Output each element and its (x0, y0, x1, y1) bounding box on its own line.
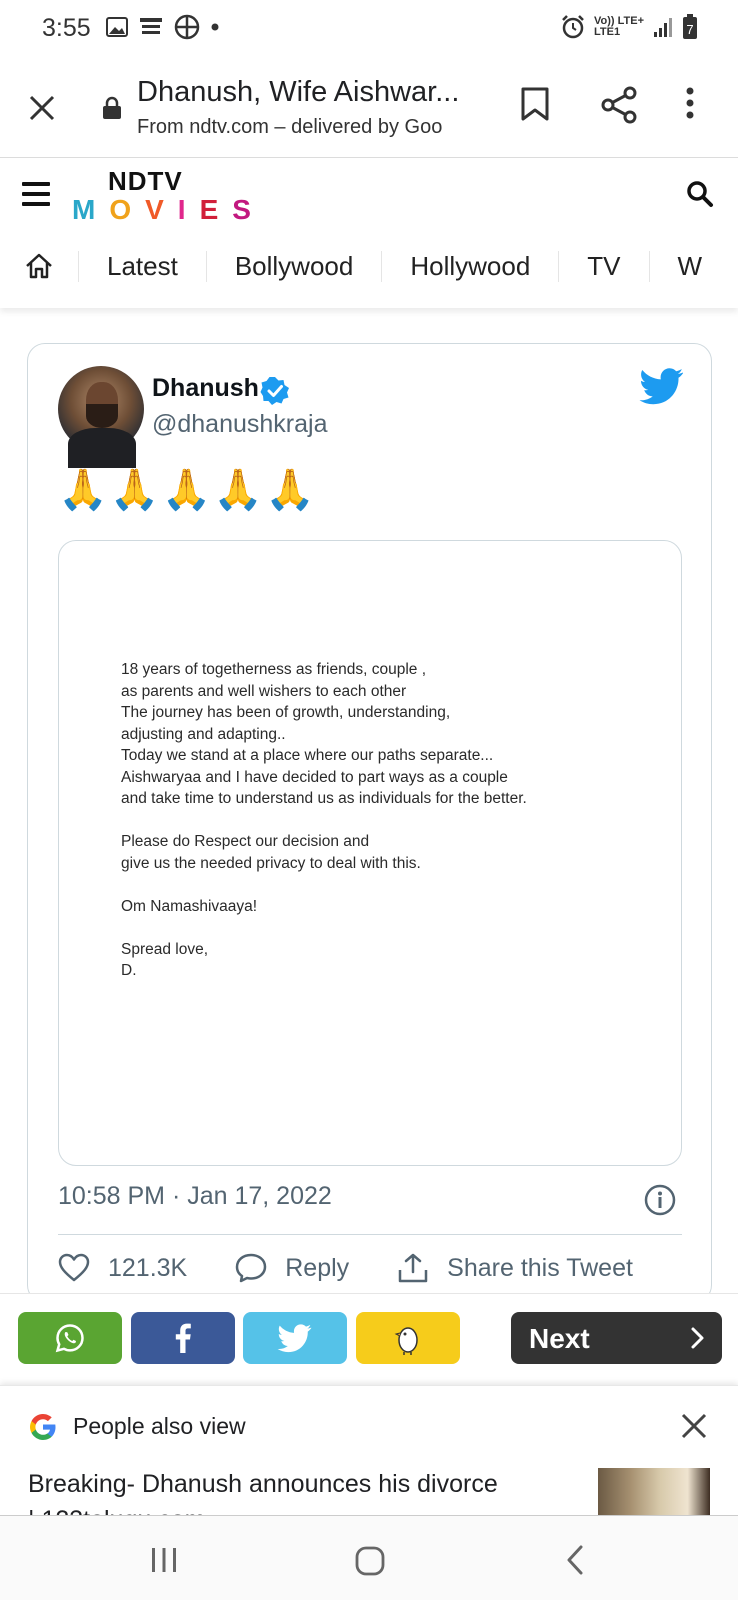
twitter-icon (278, 1324, 312, 1352)
status-notification-icons (106, 14, 220, 40)
close-icon (28, 94, 56, 122)
hamburger-line (22, 192, 50, 196)
heart-icon (58, 1253, 90, 1283)
statement-line: and take time to understand us as individuals for the better. (121, 790, 527, 807)
people-also-view-panel (0, 1385, 738, 1515)
recents-icon (150, 1546, 178, 1574)
tweet-author-handle[interactable]: @dhanushkraja (152, 410, 328, 438)
whatsapp-share-button[interactable] (18, 1312, 122, 1364)
logo-letter: I (177, 194, 200, 225)
tweet-actions (58, 1248, 698, 1288)
verified-badge-icon (260, 376, 290, 406)
statement-line: adjusting and adapting.. (121, 725, 286, 743)
statement-line: The journey has been of growth, understanding, (121, 704, 451, 721)
statement-line: D. (121, 962, 137, 979)
next-article-button[interactable] (511, 1312, 722, 1364)
reply-label: Reply (285, 1253, 350, 1282)
app-grid-icon (174, 14, 200, 40)
logo-letter: E (199, 194, 233, 225)
share-tweet-button[interactable] (397, 1252, 633, 1284)
home-icon (24, 252, 54, 280)
statement-line: Aishwaryaa and I have decided to part ways as a couple (121, 768, 508, 786)
statement-line: 18 years of togetherness as friends, couple , (121, 661, 427, 678)
like-button[interactable] (58, 1253, 187, 1283)
network-label-top: Vo)) LTE+ (593, 15, 644, 27)
logo-movies[interactable] (72, 194, 265, 226)
chevron-right-icon (690, 1326, 706, 1350)
close-tab-button[interactable] (24, 90, 60, 126)
share-icon (600, 86, 638, 124)
menu-button[interactable] (22, 182, 50, 206)
logo-letter: O (109, 194, 146, 225)
statement-gap (121, 810, 527, 832)
page-origin[interactable]: From ndtv.com – delivered by Goo (137, 116, 443, 138)
back-button[interactable] (565, 1544, 585, 1581)
home-button[interactable] (355, 1546, 385, 1581)
upload-share-icon (397, 1252, 429, 1284)
back-chevron-icon (565, 1544, 585, 1576)
like-count: 121.3K (108, 1253, 188, 1282)
lock-icon (102, 96, 122, 120)
logo-ndtv[interactable]: NDTV (108, 166, 183, 196)
tweet-text: 🙏🙏🙏🙏🙏 (58, 468, 318, 512)
custom-tab-toolbar (0, 58, 738, 158)
site-header (0, 158, 738, 308)
avatar-body (68, 428, 136, 468)
avatar-beard (86, 404, 118, 428)
battery-level: 7 (686, 22, 694, 37)
statement-gap (121, 874, 527, 896)
bookmark-icon (520, 86, 550, 122)
tweet-media-image[interactable] (58, 540, 682, 1166)
hamburger-line (22, 202, 50, 206)
statement-gap (121, 917, 527, 939)
close-icon (680, 1412, 708, 1440)
nav-tv[interactable]: TV (558, 251, 648, 282)
nav-hollywood[interactable]: Hollywood (381, 251, 558, 282)
tweet-divider (58, 1234, 682, 1235)
bookmark-button[interactable] (520, 86, 554, 126)
twitter-share-button[interactable] (243, 1312, 347, 1364)
reply-icon (235, 1253, 267, 1283)
battery-icon (682, 14, 698, 40)
nav-home[interactable] (0, 252, 78, 280)
news-app-icon (138, 15, 164, 39)
search-button[interactable] (686, 180, 718, 212)
close-panel-button[interactable] (680, 1412, 710, 1442)
social-share-bar (0, 1293, 738, 1375)
avatar[interactable] (58, 366, 144, 452)
more-options-button[interactable] (685, 86, 709, 126)
reply-button[interactable] (235, 1253, 349, 1283)
recent-apps-button[interactable] (150, 1546, 178, 1579)
system-navigation-bar (0, 1515, 738, 1600)
koo-share-button[interactable] (356, 1312, 460, 1364)
page-title[interactable]: Dhanush, Wife Aishwar... (137, 76, 460, 108)
alarm-icon (560, 14, 586, 40)
people-also-view-title: People also view (73, 1413, 246, 1439)
signal-icon (652, 16, 674, 38)
share-button[interactable] (600, 86, 640, 126)
koo-bird-icon (395, 1321, 421, 1355)
logo-letter: S (232, 194, 265, 225)
twitter-bird-icon[interactable] (640, 368, 684, 404)
hamburger-line (22, 182, 50, 186)
dot-icon (210, 22, 220, 32)
nav-more[interactable]: W (649, 251, 731, 282)
share-tweet-label: Share this Tweet (447, 1253, 633, 1282)
statement-line: Please do Respect our decision and (121, 833, 370, 850)
home-circle-icon (355, 1546, 385, 1576)
gallery-icon (106, 16, 128, 38)
statement-line: Om Namashivaaya! (121, 897, 258, 915)
statement-line: Spread love, (121, 940, 209, 958)
whatsapp-icon (55, 1323, 85, 1353)
suggested-article-link[interactable]: Breaking- Dhanush announces his divorce (28, 1470, 498, 1498)
info-icon[interactable] (644, 1184, 676, 1216)
tweet-timestamp[interactable]: 10:58 PM · Jan 17, 2022 (58, 1182, 332, 1210)
embedded-tweet[interactable] (27, 343, 712, 1303)
tweet-author-name[interactable]: Dhanush (152, 374, 259, 402)
status-time: 3:55 (42, 14, 91, 42)
status-system-icons (560, 14, 698, 40)
nav-bollywood[interactable]: Bollywood (206, 251, 382, 282)
statement-line: as parents and well wishers to each other (121, 682, 407, 700)
statement-text (121, 659, 527, 982)
facebook-icon (174, 1323, 192, 1353)
category-nav (0, 244, 738, 288)
search-icon (686, 180, 714, 208)
network-label-bottom: LTE1 (593, 26, 621, 38)
statement-line: give us the needed privacy to deal with this. (121, 854, 421, 872)
more-vertical-icon (685, 86, 695, 120)
logo-letter: M (72, 194, 110, 225)
statement-line: Today we stand at a place where our paths separate... (121, 747, 494, 764)
status-bar (0, 0, 738, 58)
logo-letter: V (145, 194, 178, 225)
next-label: Next (529, 1323, 590, 1354)
facebook-share-button[interactable] (131, 1312, 235, 1364)
nav-latest[interactable]: Latest (78, 251, 206, 282)
google-g-icon (28, 1412, 58, 1442)
